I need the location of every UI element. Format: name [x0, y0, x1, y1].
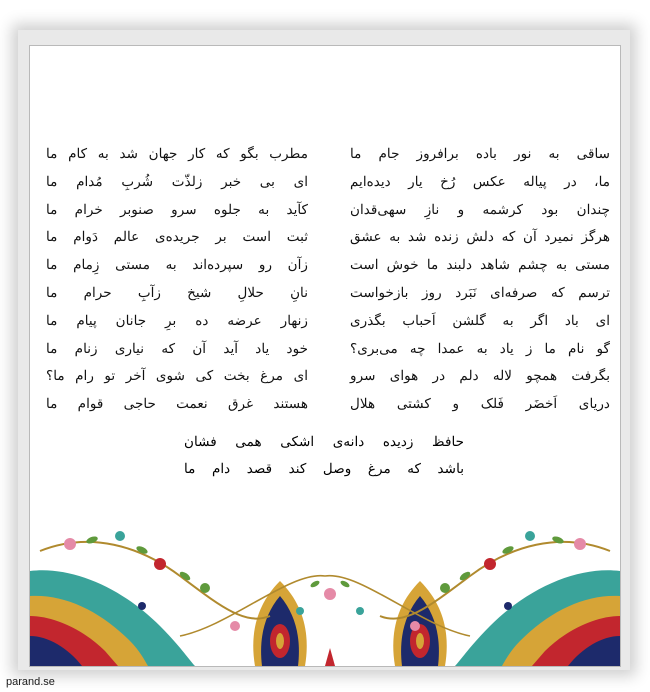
hemistich-right: ساقی به نور باده برافروز جام ما: [350, 146, 610, 162]
floral-ornament: [30, 476, 620, 666]
hemistich-left: ای مرغ بخت کی شوی آخر تو رام ما؟: [46, 368, 308, 385]
medallion-left: [253, 581, 306, 666]
couplet-row: [30, 280, 620, 308]
hemistich-right: ترسم که صرفه‌ای نَبَرد روز بازخواست: [350, 284, 610, 301]
hemistich-left: نانِ حلالِ شیخ زآبِ حرام ما: [46, 284, 308, 301]
hemistich-right: دریای اَخضَر فَلک و کشتی هلال: [350, 396, 610, 413]
source-credit: parand.se: [6, 676, 55, 688]
couplet-row: [30, 336, 620, 364]
hemistich-left: زآن رو سپرده‌اند به مستی زِمام ما: [46, 257, 308, 274]
hemistich-right: گو نام ما ز یاد به عمدا چه می‌بری؟: [350, 340, 610, 357]
medallion-right: [393, 581, 446, 666]
hemistich-right: ای باد اگر به گلشن اَحباب بگذری: [350, 312, 610, 329]
closing-line: باشد که مرغ وصل کند قصد دام ما: [184, 461, 464, 477]
poem-body: [30, 141, 620, 419]
hemistich-left: ثبت است بر جریده‌ی عالم دَوام ما: [46, 229, 308, 246]
closing-line: حافظ زدیده دانه‌ی اشکی همی فشان: [184, 434, 464, 450]
hemistich-left: زنهار عرضه ده برِ جانان پیام ما: [46, 312, 308, 329]
hemistich-right: چندان بود کرشمه و نازِ سهی‌قدان: [350, 201, 610, 218]
couplet-row: [30, 224, 620, 252]
couplet-row: [30, 141, 620, 169]
couplet-row: [30, 169, 620, 197]
hemistich-right: ما، در پیاله عکس رُخ یار دیده‌ایم: [350, 173, 610, 190]
hemistich-left: کآید به جلوه سرو صنوبر خرام ما: [46, 201, 308, 218]
hemistich-left: هستند غرق نعمت حاجی قوام ما: [46, 396, 308, 413]
couplet-row: [30, 308, 620, 336]
hemistich-right: بگرفت همچو لاله دلم در هوای سرو: [350, 368, 610, 385]
couplet-row: [30, 197, 620, 225]
center-point: [325, 648, 335, 666]
hemistich-right: مستی به چشم شاهد دلبند ما خوش است: [350, 257, 610, 274]
couplet-row: [30, 363, 620, 391]
couplet-row: [30, 252, 620, 280]
hemistich-left: ای بی خبر زلذّت شُربِ مُدام ما: [46, 173, 308, 190]
poem-card: [29, 45, 621, 667]
hemistich-left: مطرب بگو که کار جهان شد به کام ما: [46, 146, 308, 162]
hemistich-left: خود یاد آید آن که نیاری زنام ما: [46, 340, 308, 357]
hemistich-right: هرگز نمیرد آن که دلش زنده شد به عشق: [350, 229, 610, 246]
couplet-row: [30, 391, 620, 419]
closing-couplet: [30, 429, 620, 483]
